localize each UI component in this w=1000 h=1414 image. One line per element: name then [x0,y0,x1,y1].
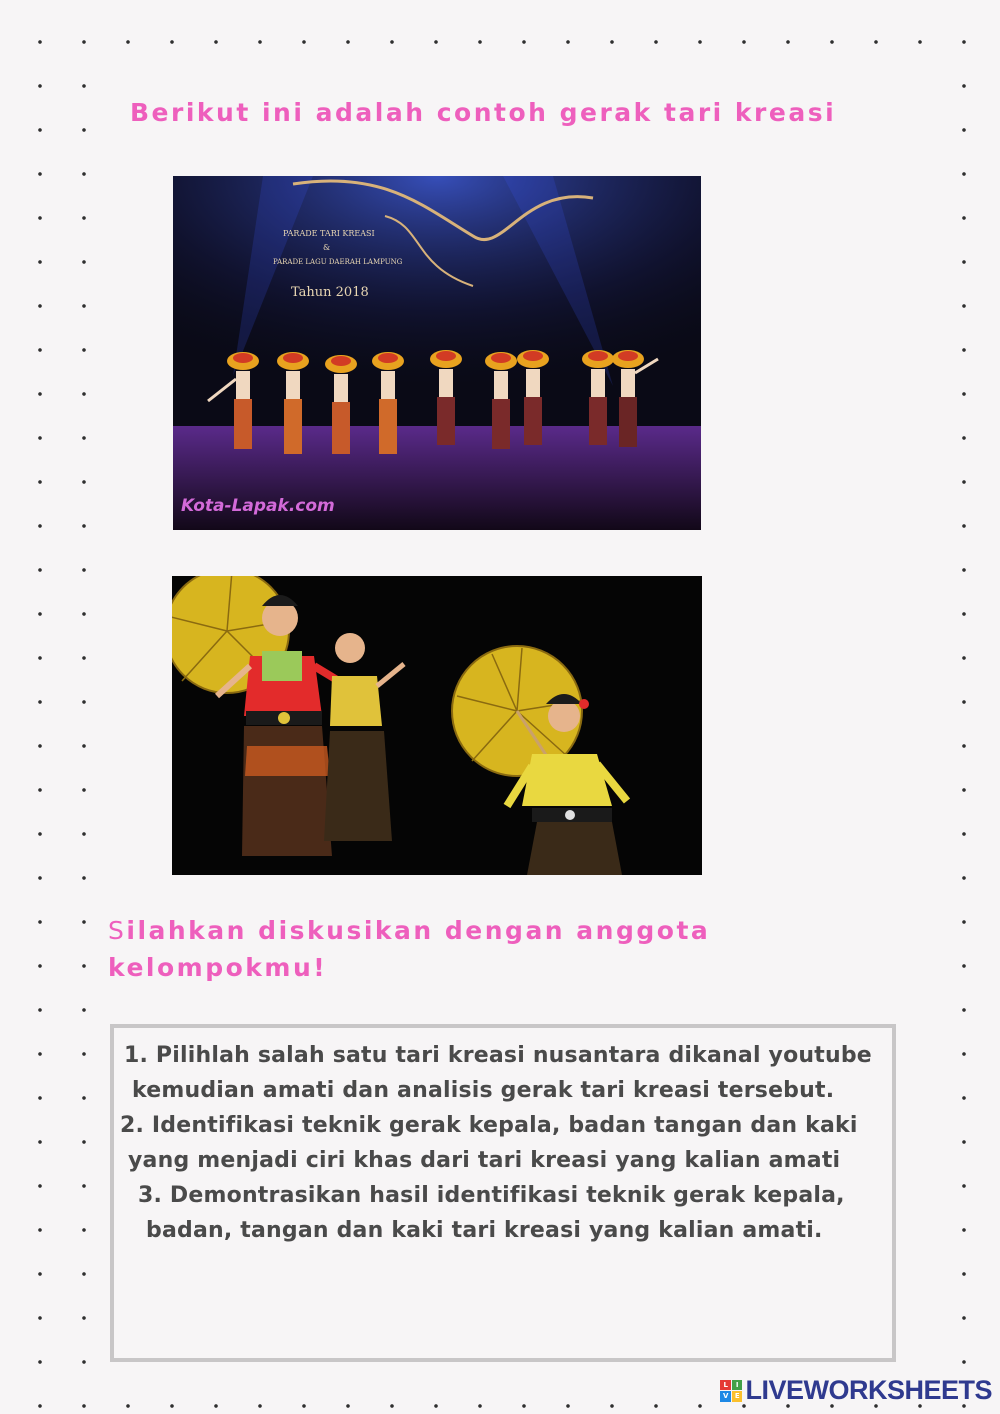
photo-stage-group-dance [173,176,701,530]
banner-subtitle: PARADE LAGU DAERAH LAMPUNG [273,258,403,266]
umbrella-dance-illustration [172,576,702,875]
photo-umbrella-dancers [172,576,702,875]
badge-letter-e: E [732,1391,743,1402]
banner-ampersand: & [323,243,331,252]
liveworksheets-logo[interactable] [720,1375,992,1406]
badge-letter-l: L [720,1380,731,1391]
instruction-line-1: 1. Pilihlah salah satu tari kreasi nusantara dikanal youtube [124,1043,872,1068]
instruction-line-4: yang menjadi ciri khas dari tari kreasi yang kalian amati [128,1148,841,1173]
instruction-line-5: 3. Demontrasikan hasil identifikasi teknik gerak kepala, [138,1183,845,1208]
instruction-line-2: kemudian amati dan analisis gerak tari kreasi tersebut. [132,1078,835,1103]
badge-letter-v: V [720,1391,731,1402]
heading-rest: ilahkan diskusikan dengan anggota kelompokmu! [108,916,711,982]
banner-title: PARADE TARI KREASI [283,229,375,238]
banner-year: Tahun 2018 [291,285,369,300]
logo-text: LIVEWORKSHEETS [745,1375,992,1405]
stage-dance-illustration [173,176,701,530]
heading-initial-letter: S [108,916,127,945]
badge-letter-i: I [732,1380,743,1391]
photo-watermark: Kota-Lapak.com [181,496,335,516]
instruction-line-3: 2. Identifikasi teknik gerak kepala, badan tangan dan kaki [120,1113,858,1138]
logo-badge-icon [720,1380,742,1402]
section-heading-examples: Berikut ini adalah contoh gerak tari kreasi [130,98,837,127]
instruction-box [110,1024,896,1362]
section-heading-discussion [108,912,748,986]
instruction-line-6: badan, tangan dan kaki tari kreasi yang kalian amati. [146,1218,823,1243]
